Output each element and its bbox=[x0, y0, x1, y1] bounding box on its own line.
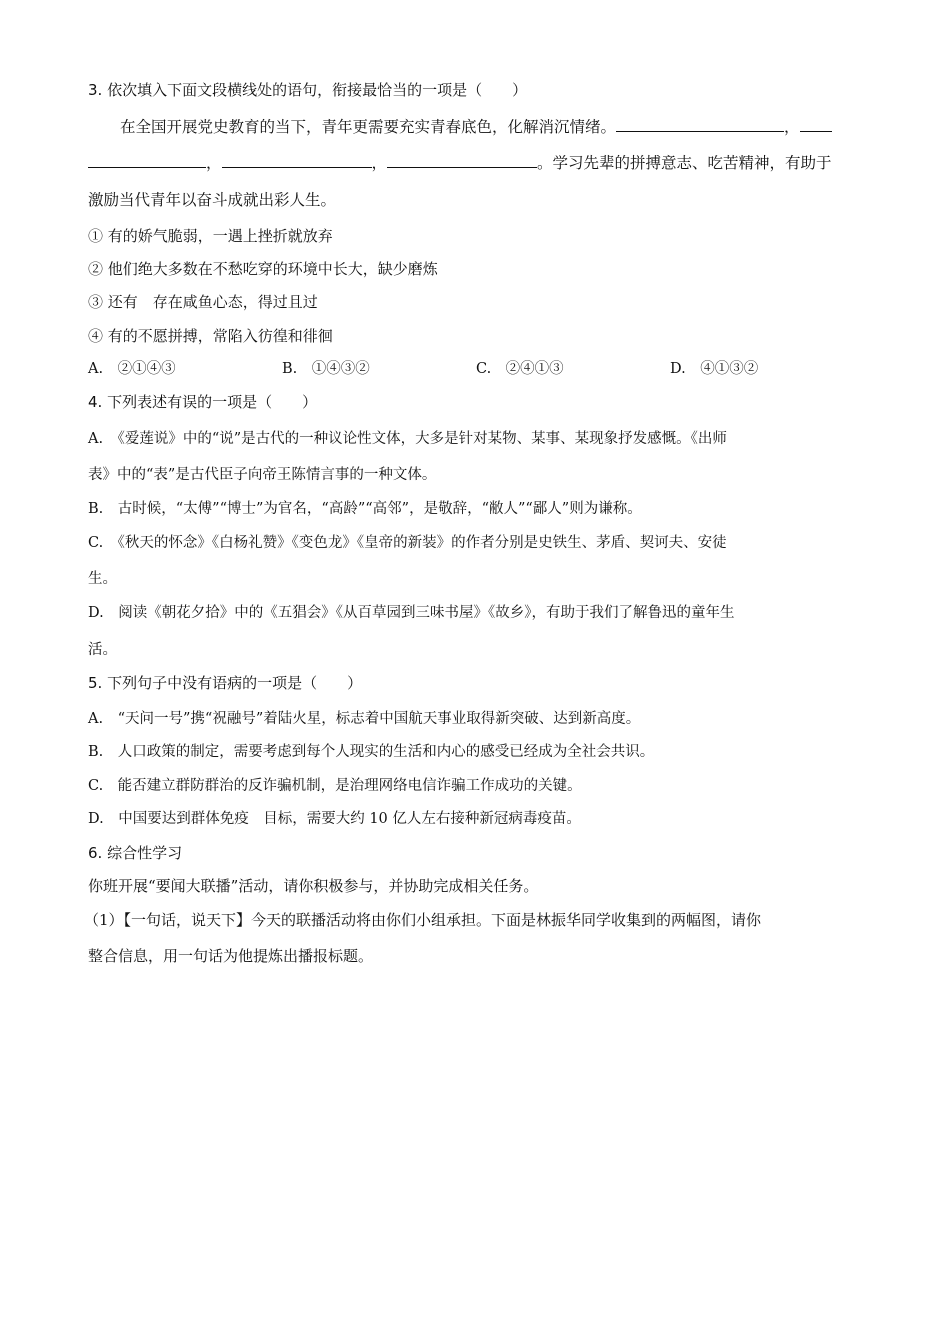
q3-option-c[interactable]: C. ②④①③ bbox=[476, 361, 564, 377]
fill-blank[interactable] bbox=[222, 153, 372, 168]
q3-option-b[interactable]: B. ①④③② bbox=[282, 361, 370, 377]
q6-task1-cont: 整合信息，用一句话为他提炼出播报标题。 bbox=[88, 947, 374, 965]
fill-blank[interactable] bbox=[616, 117, 784, 132]
q4-option-c-cont: 生。 bbox=[88, 571, 117, 587]
q4-option-d-cont: 活。 bbox=[88, 642, 117, 658]
q3-option-a[interactable]: A. ②①④③ bbox=[88, 361, 176, 377]
q3-option-d[interactable]: D. ④①③② bbox=[670, 361, 759, 377]
q4-option-c[interactable]: C. 《秋天的怀念》《白杨礼赞》《变色龙》《皇帝的新装》的作者分别是史铁生、茅盾、契诃夫、安徒 bbox=[88, 535, 727, 551]
q6-stem: 6. 综合性学习 bbox=[88, 844, 183, 862]
q4-option-a-cont: 表》中的“表”是古代臣子向帝王陈情言事的一种文体。 bbox=[88, 467, 437, 483]
q3-item-4: ④ 有的不愿拼搏，常陷入彷徨和徘徊 bbox=[88, 327, 333, 345]
q3-item-3: ③ 还有 存在咸鱼心态，得过且过 bbox=[88, 293, 318, 311]
q6-task1: （1）【一句话，说天下】今天的联播活动将由你们小组承担。下面是林振华同学收集到的两幅图，请你 bbox=[84, 911, 762, 929]
q6-intro: 你班开展“要闻大联播”活动，请你积极参与，并协助完成相关任务。 bbox=[88, 877, 539, 895]
fill-blank[interactable] bbox=[800, 117, 832, 132]
q3-passage-line3: 激励当代青年以奋斗成就出彩人生。 bbox=[88, 191, 337, 209]
q4-option-b[interactable]: B. 古时候，“太傅”“博士”为官名，“高龄”“高邻”，是敬辞，“敝人”“鄙人”则为谦称。 bbox=[88, 501, 642, 517]
q3-item-2: ② 他们绝大多数在不愁吃穿的环境中长大，缺少磨炼 bbox=[88, 260, 438, 278]
q4-stem: 4. 下列表述有误的一项是（ ） bbox=[88, 393, 318, 411]
q4-option-d[interactable]: D. 阅读《朝花夕拾》中的《五猖会》《从百草园到三味书屋》《故乡》，有助于我们了解鲁迅的童年生 bbox=[88, 605, 735, 621]
q3-stem: 3. 依次填入下面文段横线处的语句，衔接最恰当的一项是（ ） bbox=[88, 81, 528, 99]
q3-item-1: ① 有的娇气脆弱，一遇上挫折就放弃 bbox=[88, 227, 333, 245]
q5-option-d[interactable]: D. 中国要达到群体免疫 目标，需要大约 10 亿人左右接种新冠病毒疫苗。 bbox=[88, 811, 581, 827]
q5-option-c[interactable]: C. 能否建立群防群治的反诈骗机制，是治理网络电信诈骗工作成功的关键。 bbox=[88, 778, 582, 794]
q4-option-a[interactable]: A. 《爱莲说》中的“说”是古代的一种议论性文体，大多是针对某物、某事、某现象抒发感慨。《出师 bbox=[88, 431, 727, 447]
q5-stem: 5. 下列句子中没有语病的一项是（ ） bbox=[88, 674, 363, 692]
q3-passage-line1: 在全国开展党史教育的当下，青年更需要充实青春底色，化解消沉情绪。 ， bbox=[120, 117, 832, 137]
q5-option-a[interactable]: A. “天问一号”携“祝融号”着陆火星，标志着中国航天事业取得新突破、达到新高度。 bbox=[88, 711, 641, 727]
fill-blank[interactable] bbox=[88, 153, 206, 168]
fill-blank[interactable] bbox=[387, 153, 537, 168]
q5-option-b[interactable]: B. 人口政策的制定，需要考虑到每个人现实的生活和内心的感受已经成为全社会共识。 bbox=[88, 744, 655, 760]
q3-passage-line2: ， ， 。学习先辈的拼搏意志、吃苦精神，有助于 bbox=[88, 153, 832, 173]
